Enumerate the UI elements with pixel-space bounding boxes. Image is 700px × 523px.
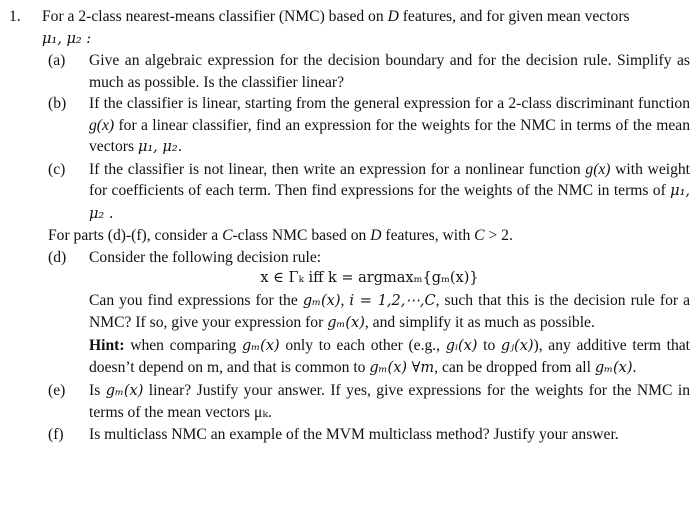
decision-rule: x ∈ Γₖ iff k = argmaxₘ{gₘ(x)}	[260, 270, 479, 286]
part-f	[42, 424, 690, 446]
question-intro: For a 2-class nearest-means classifier (NMC) based on D features, and for given mean vectors	[42, 8, 630, 25]
part-a-label: (a)	[48, 52, 66, 69]
question-number: 1.	[9, 8, 21, 25]
part-d-hint: Hint: when comparing gₘ(x) only to each other (e.g., gᵢ(x) to gⱼ(x)), any additive term that doesn’t depend on m, and that is common to gₘ(x) ∀m, can be dropped from all gₘ(x).	[89, 336, 690, 376]
part-f-label: (f)	[48, 425, 64, 443]
part-e-label: (e)	[48, 381, 66, 399]
question-body	[42, 6, 690, 445]
part-d-label: (d)	[48, 248, 67, 266]
part-b: (b) If the classifier is linear, starting from the general expression for a 2-class discriminant function g(x) for a linear classifier, find an expression for the weights for the NMC in terms of the mean vectors μ₁, μ₂.	[48, 95, 690, 155]
parts-df-intro: For parts (d)-(f), consider a C-class NMC based on D features, with C > 2.	[48, 227, 513, 244]
part-d	[42, 247, 690, 380]
part-b-label: (b)	[48, 95, 67, 112]
part-d-text: Consider the following decision rule:	[89, 248, 322, 266]
mean-vectors-line: μ₁, μ₂ :	[42, 30, 92, 47]
hint-label: Hint:	[89, 336, 125, 354]
part-c: (c) If the classifier is not linear, then write an expression for a nonlinear function g(x) with weight for coefficients of each term. Then find expressions for the weights of the NMC in terms of μ₁, μ₂ .	[48, 160, 690, 222]
part-a-text: Give an algebraic expression for the decision boundary and for the decision rule. Simplify as much as possible. Is the classifier linear?	[89, 52, 690, 91]
part-a	[42, 50, 690, 93]
part-e: (e) Is gₘ(x) linear? Justify your answer. If yes, give expressions for the weights for the NMC in terms of the mean vectors μₖ.	[48, 381, 690, 421]
part-c-label: (c)	[48, 160, 66, 178]
part-f-text: Is multiclass NMC an example of the MVM multiclass method? Justify your answer.	[89, 425, 619, 443]
part-d-question: Can you find expressions for the gₘ(x), i = 1,2,⋯,C, such that this is the decision rule for a NMC? If so, give your expression for gₘ(x), and simplify it as much as possible.	[89, 291, 691, 331]
